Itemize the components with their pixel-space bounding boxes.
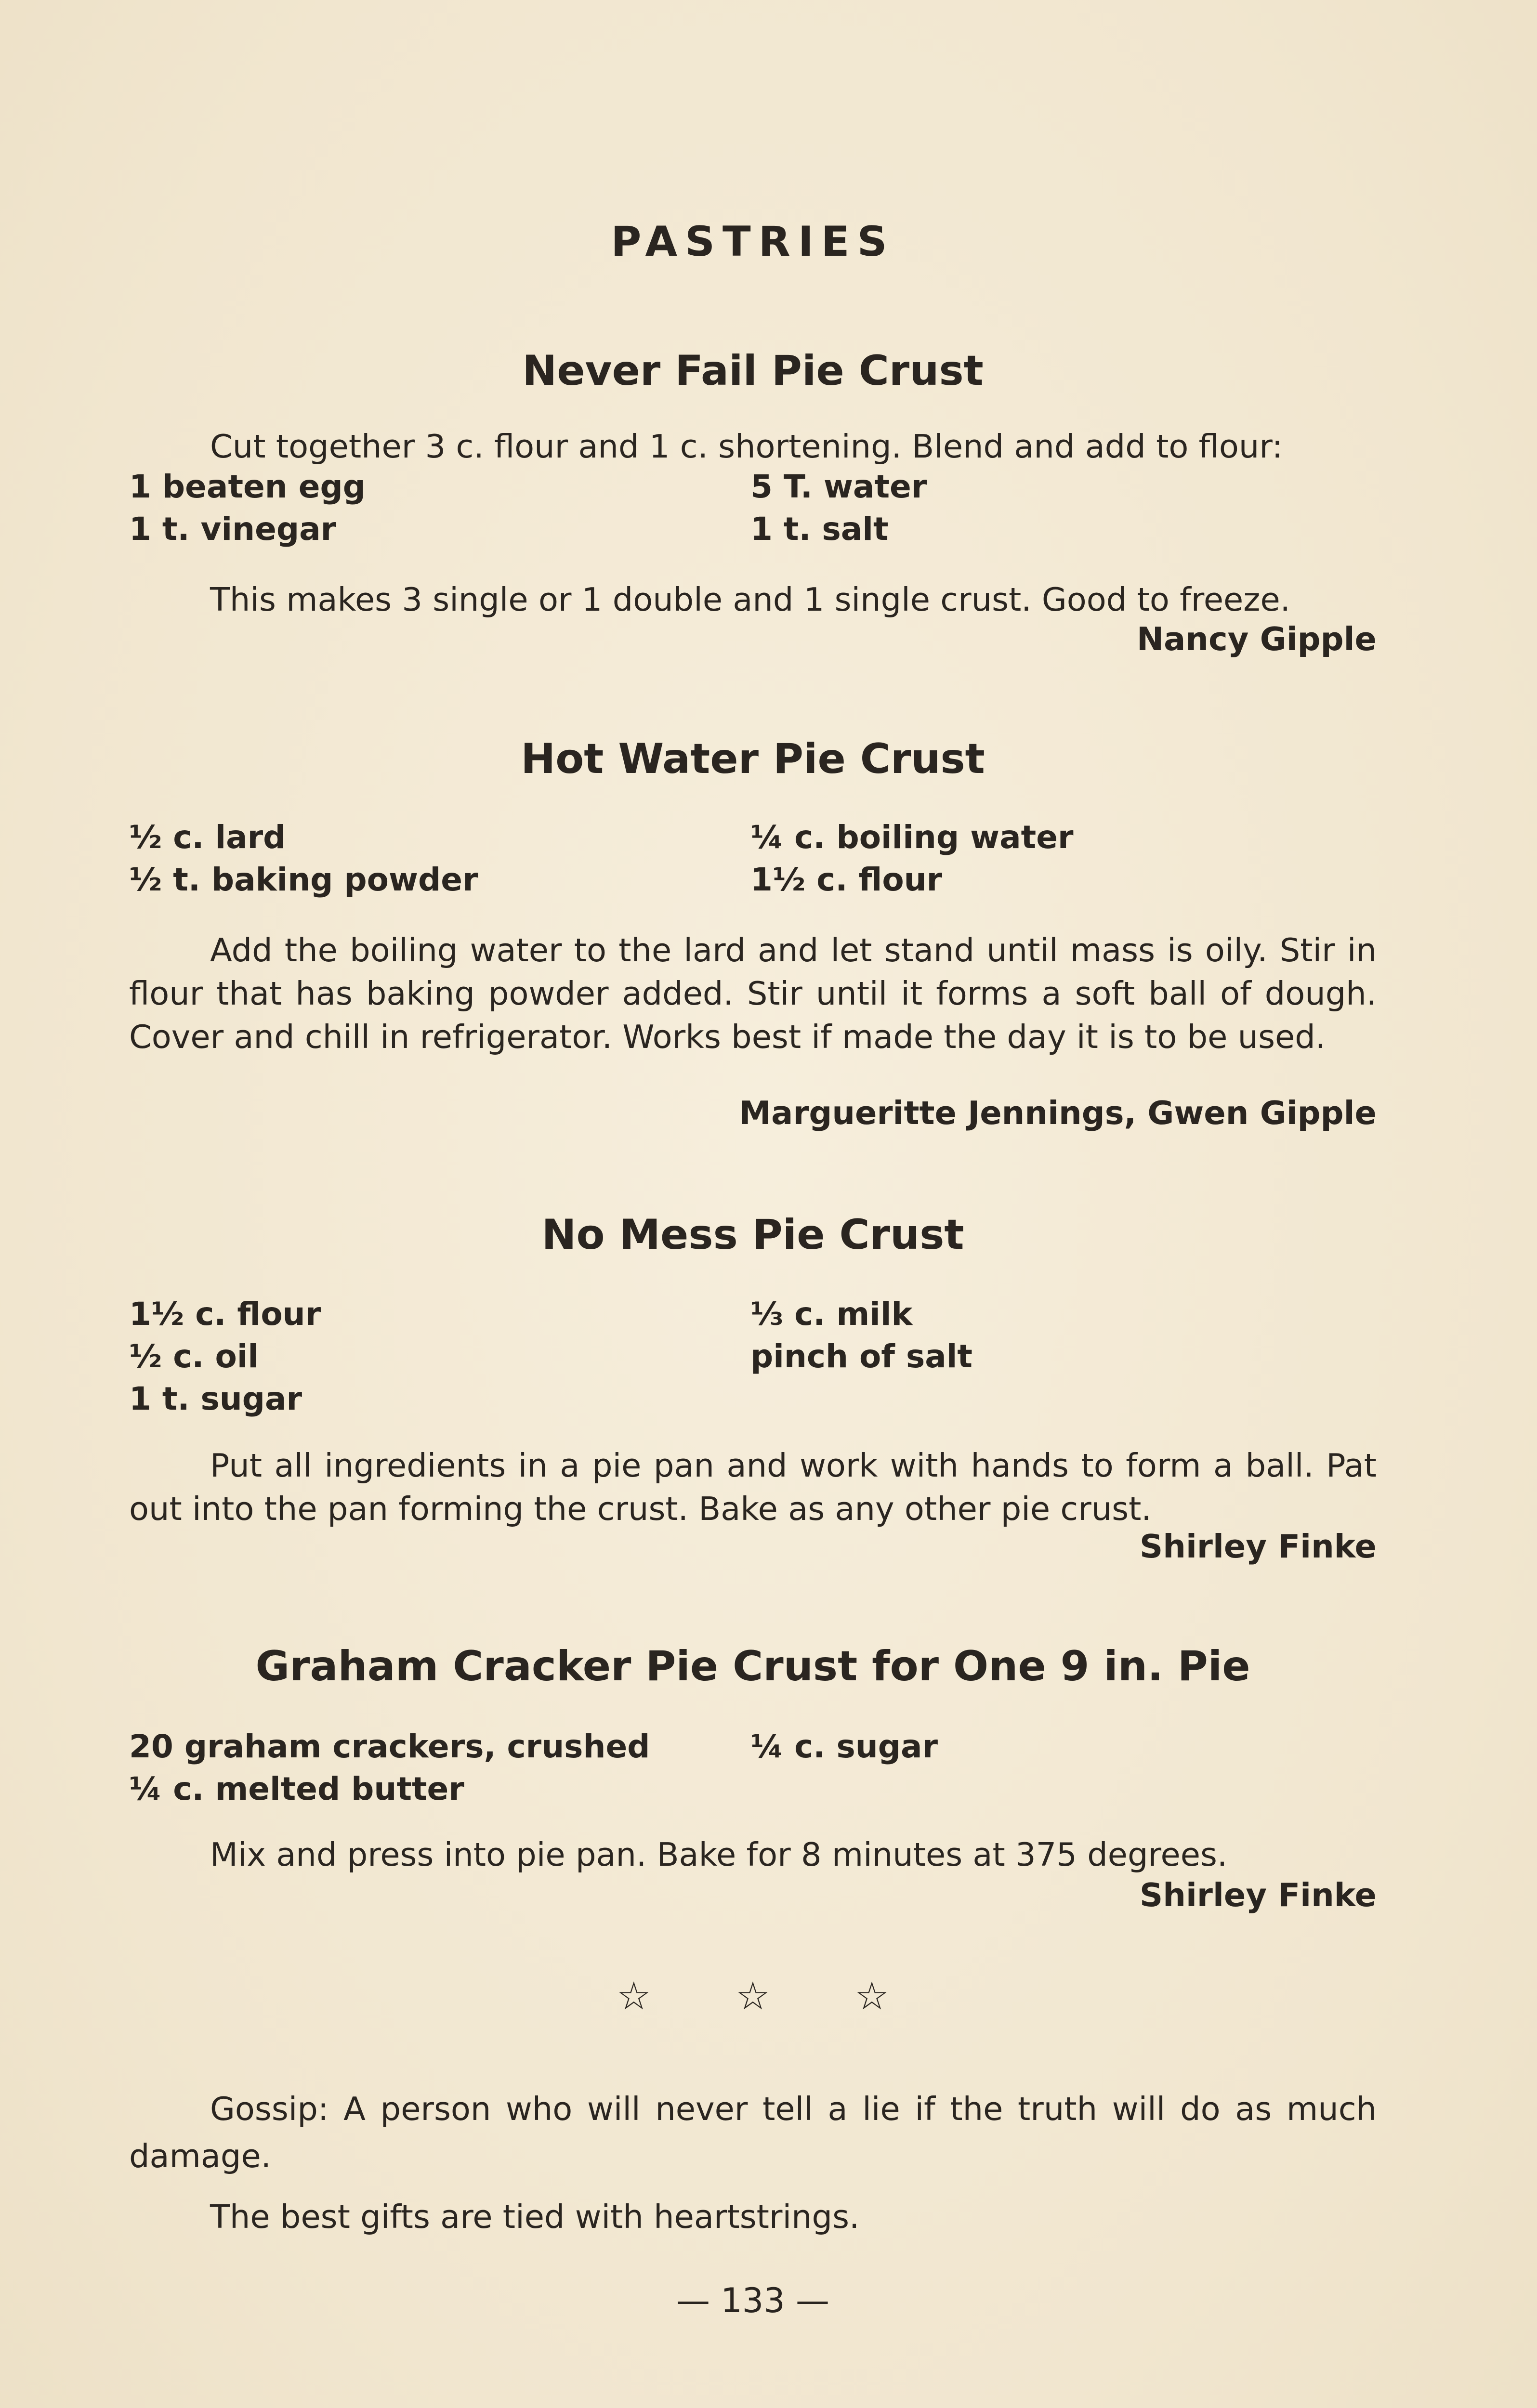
- ingredient: ½ c. lard: [129, 819, 286, 856]
- ingredient: ⅓ c. milk: [750, 1296, 913, 1333]
- ingredient: 1 t. vinegar: [129, 510, 337, 548]
- recipe-author: Shirley Finke: [1140, 1528, 1377, 1565]
- recipe-author: Nancy Gipple: [1137, 620, 1377, 658]
- ingredient: 1 t. sugar: [129, 1380, 302, 1417]
- section-title: PASTRIES: [611, 218, 895, 266]
- ingredient-list: [129, 468, 1377, 553]
- ingredient-row: [129, 1338, 1377, 1380]
- ingredient: 1½ c. flour: [750, 861, 943, 898]
- saying-text: The best gifts are tied with heartstrings.: [210, 2198, 860, 2236]
- ingredient: ¼ c. sugar: [750, 1728, 938, 1765]
- recipe-title: Never Fail Pie Crust: [522, 347, 984, 395]
- star-divider: ☆ ☆ ☆: [616, 1974, 889, 2018]
- ingredient-row: [129, 1296, 1377, 1338]
- ingredient: 1 t. salt: [750, 510, 889, 548]
- gossip-text: Gossip: A person who will never tell a lie if the truth will do as much damage.: [129, 2090, 1377, 2175]
- ingredient: 1 beaten egg: [129, 468, 366, 505]
- recipe-directions: Put all ingredients in a pie pan and work with hands to form a ball. Pat out into the pan forming the crust. Bake as any other pie crust.: [129, 1447, 1377, 1528]
- ingredient-row: [129, 819, 1377, 861]
- ingredient-row: [129, 861, 1377, 903]
- ingredient: ¼ c. boiling water: [750, 819, 1074, 856]
- ingredient-row: [129, 1770, 1377, 1813]
- recipe-no-mess-pie-crust: [129, 1211, 1377, 1259]
- ingredient-list: [129, 1728, 1377, 1813]
- ingredient: pinch of salt: [750, 1338, 972, 1375]
- ingredient-list: [129, 819, 1377, 903]
- ingredient: 1½ c. flour: [129, 1296, 321, 1333]
- ingredient: ½ t. baking powder: [129, 861, 478, 898]
- recipe-directions: This makes 3 single or 1 double and 1 single crust. Good to freeze.: [210, 581, 1290, 618]
- ingredient-row: [129, 510, 1377, 553]
- ingredient-list: [129, 1296, 1377, 1423]
- ingredient: 20 graham crackers, crushed: [129, 1728, 650, 1765]
- recipe-directions: Add the boiling water to the lard and let stand until mass is oily. Stir in flour that has baking powder added. Stir until it forms a soft ball of dough. Cover and chill in refrigerator. Works best if made the day it is to be used.: [129, 931, 1377, 1056]
- page-number: — 133 —: [676, 2281, 830, 2320]
- ingredient-row: [129, 1380, 1377, 1423]
- ingredient-row: [129, 468, 1377, 510]
- recipe-title: Graham Cracker Pie Crust for One 9 in. Pie: [255, 1642, 1250, 1690]
- recipe-directions: Mix and press into pie pan. Bake for 8 minutes at 375 degrees.: [210, 1836, 1228, 1873]
- ingredient: ¼ c. melted butter: [129, 1770, 464, 1807]
- recipe-author: Margueritte Jennings, Gwen Gipple: [739, 1094, 1377, 1132]
- recipe-author: Shirley Finke: [1140, 1876, 1377, 1914]
- recipe-title: Hot Water Pie Crust: [521, 735, 985, 783]
- recipe-never-fail-pie-crust: [129, 347, 1377, 395]
- recipe-title: No Mess Pie Crust: [541, 1211, 964, 1259]
- recipe-graham-cracker-pie-crust: [129, 1642, 1377, 1690]
- ingredient-row: [129, 1728, 1377, 1770]
- ingredient: ½ c. oil: [129, 1338, 259, 1375]
- recipe-hot-water-pie-crust: [129, 735, 1377, 783]
- ingredient: 5 T. water: [750, 468, 927, 505]
- recipe-intro: Cut together 3 c. flour and 1 c. shortening. Blend and add to flour:: [210, 428, 1283, 465]
